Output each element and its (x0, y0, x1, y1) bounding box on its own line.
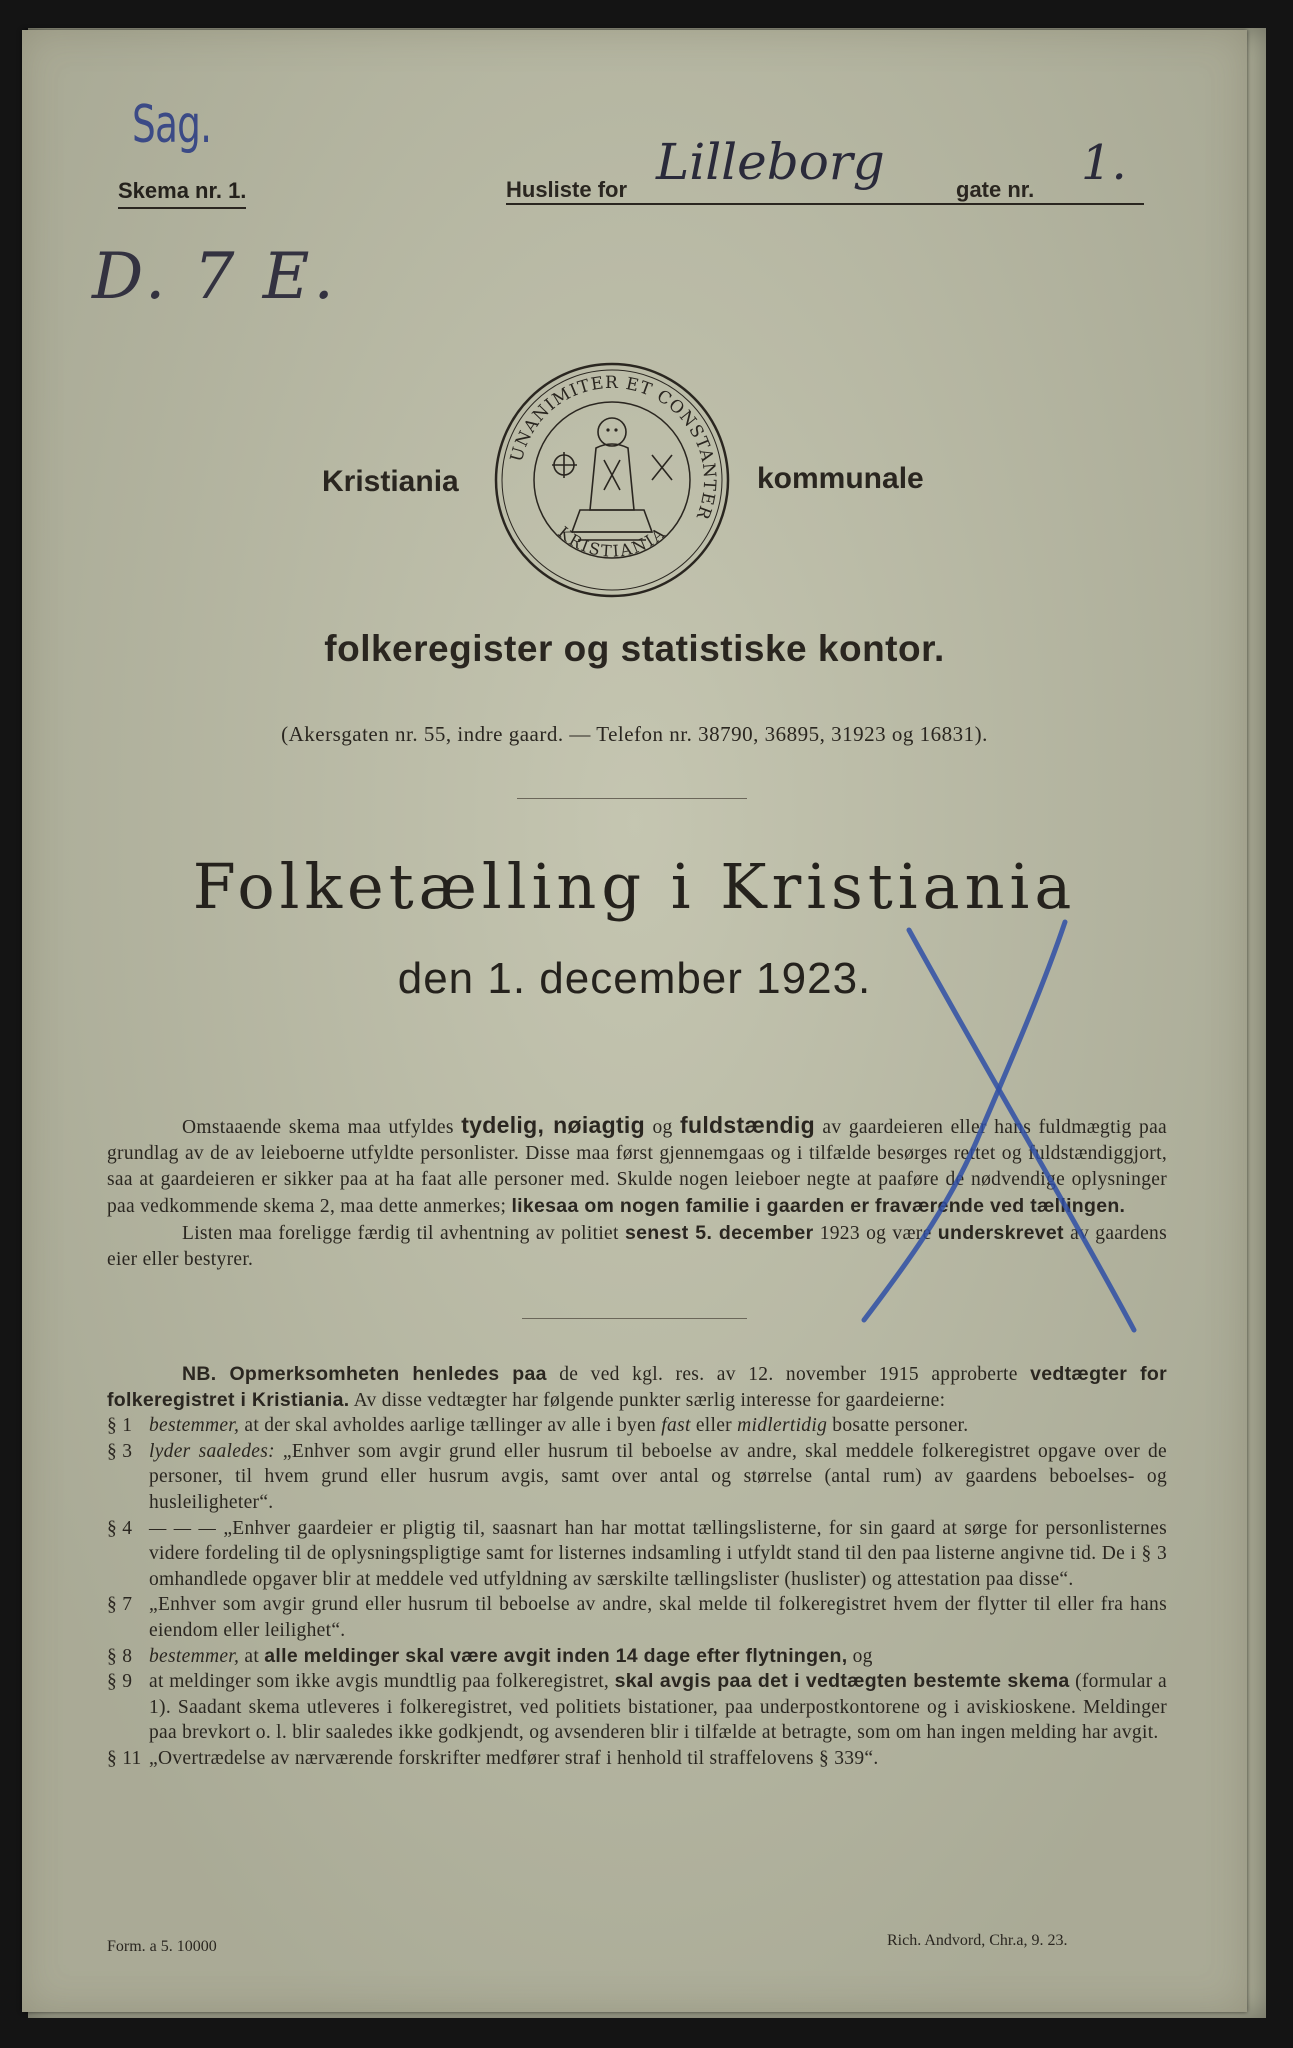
seal-ring-text: UNANIMITER ET CONSTANTER (506, 372, 720, 523)
section-text: lyder saaledes: „Enhver som avgir grund eller husrum til beboelse av andre, skal meddele folkeregistret opgave over de personer, til hvem grund eller husrum avgis, samt over antal og størrelse (antal rum) av gaardens beboelses- og husleiligheter“. (149, 1440, 1167, 1513)
kristiania-seal-icon (492, 360, 732, 600)
section-text: „Enhver som avgir grund eller husrum til beboelse av andre, skal melde til folkeregistret hvem der flytter til eller fra hans eiendom eller leilighet“. (149, 1594, 1167, 1641)
section-number: § 7 (107, 1594, 133, 1616)
handwritten-gate-number: 1. (1081, 135, 1127, 191)
section-text: at meldinger som ikke avgis mundtlig paa folkeregistret, skal avgis paa det i vedtægten bestemte skema (formular a 1). Saadant skema utleveres i folkeregistret, ved politiets bistationer, paa underpostkontorene og i aviskioskene. Meldinger paa brevkort o. l. blir saaledes ikke godkjendt, og avsenderen blir i tilfælde at betragte, som om han ingen melding har avgit. (149, 1670, 1167, 1744)
handwritten-sag-note: Sag. (132, 95, 212, 155)
statute-section (107, 1439, 1167, 1516)
seal-right-word: kommunale (757, 462, 924, 495)
statute-section (107, 1644, 1167, 1670)
section-text: „Overtrædelse av nærværende forskrifter medfører straf i henhold til straffelovens § 339“. (149, 1747, 879, 1769)
husliste-label: Husliste for (506, 177, 628, 202)
instructions-paragraph-1: Omstaaende skema maa utfyldes tydelig, nøiagtig og fuldstændig av gaardeieren eller hans fuldmægtig paa grundlag av de av leieboerne utfyldte personlister. Disse maa først gjennemgaas og i tilfælde besørges rettet og fuldstændiggjort, saa at gaardeieren er sikker paa at ha faat alle personer med. Skulde nogen leieboer negte at paaføre de nødvendige oplysninger paa vedkommende skema 2, maa dette anmerkes; likesaa om nogen familie i gaarden er fraværende ved tællingen. (107, 1112, 1168, 1217)
census-form-page (22, 30, 1247, 2012)
nb-block (107, 1362, 1167, 1772)
page-title: Folketælling i Kristiania (192, 850, 1077, 923)
statute-section (107, 1669, 1167, 1746)
divider-2 (522, 1318, 747, 1319)
section-text: — — — „Enhver gaardeier er pligtig til, saasnart han har mottat tællingslisterne, for sin gaard at sørge for personlisternes videre fordeling til de oplysningspligtige samt for listernes indsamling i utfyldt stand til den paa listerne angivne tid. De i § 3 omhandlede opgaver blir at meddele ved utfyldning av særskilte tællingslister (huslister) og attestation paa disse“. (149, 1517, 1167, 1590)
statute-section (107, 1746, 1167, 1772)
section-number: § 4 (107, 1517, 133, 1539)
handwritten-street: Lilleborg (656, 133, 885, 191)
husliste-line (506, 133, 1144, 205)
section-number: § 8 (107, 1645, 133, 1667)
handwritten-side-note: D. 7 E. (92, 240, 338, 314)
printer-imprint: Rich. Andvord, Chr.a, 9. 23. (887, 1932, 1068, 1949)
statute-section (107, 1413, 1167, 1439)
svg-text:KRISTIANIA (554, 523, 669, 561)
nb-paragraph: NB. Opmerksomheten henledes paa de ved kgl. res. av 12. november 1915 approberte vedtægter for folkeregistret i Kristiania. Av disse vedtægter har følgende punkter særlig interesse for gaardeierne: (107, 1363, 1167, 1411)
statute-section (107, 1516, 1167, 1593)
section-number: § 1 (107, 1415, 133, 1437)
office-name: folkeregister og statistiske kontor. (324, 628, 945, 669)
census-date: den 1. december 1923. (397, 954, 872, 1003)
section-number: § 11 (107, 1747, 142, 1769)
seal-left-word: Kristiania (322, 465, 459, 498)
statute-sections (107, 1413, 1167, 1771)
skema-label: Skema nr. 1. (118, 178, 246, 209)
gate-label: gate nr. (956, 177, 1035, 202)
seal-bottom-text: KRISTIANIA (554, 522, 670, 561)
section-number: § 9 (107, 1671, 133, 1693)
divider-1 (517, 798, 747, 799)
instructions-paragraph-2: Listen maa foreligge færdig til avhentning av politiet senest 5. december 1923 og være underskrevet av gaardens eier eller bestyrer. (107, 1222, 1167, 1270)
instructions-block (107, 1112, 1167, 1273)
seal-row (22, 360, 1247, 600)
office-address: (Akersgaten nr. 55, indre gaard. — Telefon nr. 38790, 36895, 31923 og 16831). (281, 722, 988, 746)
section-number: § 3 (107, 1440, 133, 1462)
section-text: bestemmer, at alle meldinger skal være avgit inden 14 dage efter flytningen, og (149, 1644, 873, 1667)
form-number: Form. a 5. 10000 (107, 1938, 217, 1955)
statute-section (107, 1592, 1167, 1643)
section-text: bestemmer, at der skal avholdes aarlige tællinger av alle i byen fast eller midlertidig bosatte personer. (149, 1415, 969, 1437)
